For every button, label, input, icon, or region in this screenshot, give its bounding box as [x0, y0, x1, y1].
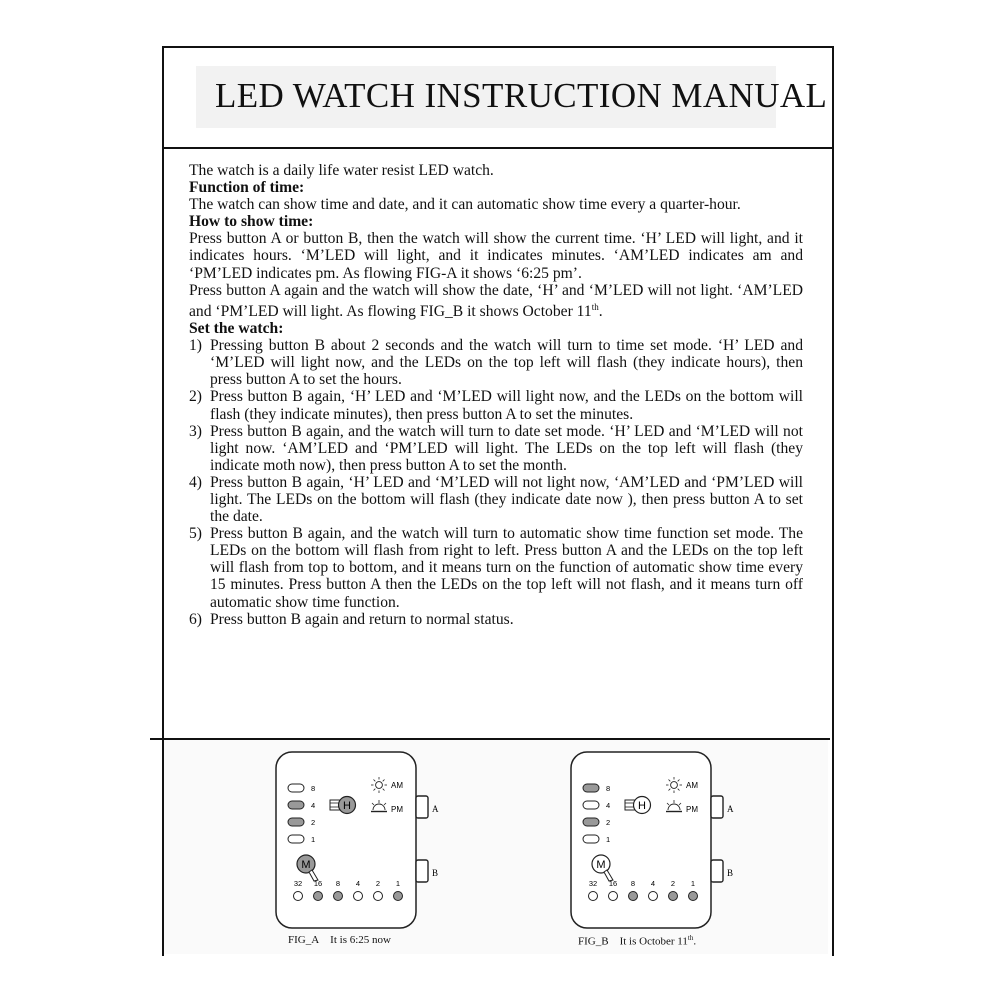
figure-b-caption — [578, 934, 696, 948]
minute-led — [649, 892, 658, 901]
hour-led — [288, 801, 304, 809]
how-to-show-paragraph-1: Press button A or button B, then the watch will show the current time. ‘H’ LED will light, and it indicates hours. ‘M’LED will light, and it indicates minutes. ‘AM’LED indicates am and ‘PM’LED indicates pm. As flowing FIG-A it shows ‘6:25 pm’. — [189, 230, 803, 282]
hour-led-label: 2 — [311, 818, 316, 827]
step-text: Press button B again, ‘H’ LED and ‘M’LED will light now, and the LEDs on the bottom will flash (they indicate minutes), then press button A to set the minutes. — [210, 388, 803, 423]
minute-led-label: 16 — [608, 879, 618, 888]
button-a-outline — [416, 796, 428, 818]
function-heading: Function of time: — [189, 179, 305, 197]
how-to-show-heading: How to show time: — [189, 213, 314, 231]
minute-led-label: 8 — [335, 879, 341, 888]
intro-text: The watch is a daily life water resist LED watch. — [189, 162, 494, 179]
am-label: AM — [686, 781, 698, 790]
function-text: The watch can show time and date, and it can automatic show time every a quarter-hour. — [189, 196, 741, 214]
button-a-label: A — [727, 804, 734, 814]
minute-led — [629, 892, 638, 901]
figure-a-caption — [288, 934, 391, 946]
step-number: 1) — [189, 337, 202, 355]
figure-caption-text: It is October 11 — [619, 935, 688, 948]
minute-led — [334, 892, 343, 901]
minute-led — [294, 892, 303, 901]
how-to-show-end: . — [598, 302, 603, 320]
hour-led-label: 1 — [606, 835, 611, 844]
minute-led — [394, 892, 403, 901]
figure-label: FIG_A — [288, 934, 320, 946]
hour-led — [288, 835, 304, 843]
button-b-label: B — [432, 868, 439, 878]
hour-led-label: 4 — [606, 801, 611, 810]
hour-led — [288, 818, 304, 826]
step-text: Press button B again, and the watch will turn to date set mode. ‘H’ LED and ‘M’LED will not light now. ‘AM’LED and ‘PM’LED will light. The LEDs on the top left will flash (they indicate moth now), then press button A to set the month. — [210, 422, 803, 474]
h-led-letter: H — [638, 800, 646, 812]
watch-figure-a — [270, 750, 450, 930]
minute-led — [689, 892, 698, 901]
hour-led — [583, 818, 599, 826]
minute-led-label: 4 — [650, 879, 656, 888]
step-number: 5) — [189, 525, 202, 543]
step-number: 6) — [189, 610, 202, 628]
hour-led — [583, 801, 599, 809]
figure-caption-text: It is 6:25 now — [330, 934, 391, 946]
minute-led-label: 8 — [630, 879, 636, 888]
minute-led — [314, 892, 323, 901]
step-number: 3) — [189, 422, 202, 440]
caption-end: . — [693, 935, 697, 948]
ordinal-suffix: th — [687, 934, 694, 942]
list-item — [189, 388, 803, 422]
step-number: 2) — [189, 388, 202, 406]
step-text: Pressing button B about 2 seconds and the watch will turn to time set mode. ‘H’ LED and ‘M’LED will light now, and the LEDs on the top left will flash (they indicate hours), then press button A to set the hours. — [210, 337, 803, 389]
minute-led-label: 4 — [355, 879, 361, 888]
list-item — [189, 423, 803, 474]
how-to-show-text: Press button A again and the watch will show the date, ‘H’ and ‘M’LED will not light. ‘AM’LED and ‘PM’LED will light. As flowing FIG_B it shows October 11 — [189, 281, 803, 320]
step-text: Press button B again and return to normal status. — [210, 610, 514, 628]
button-b-label: B — [727, 868, 734, 878]
list-item — [189, 474, 803, 525]
m-led-letter: M — [596, 859, 606, 871]
manual-body — [189, 162, 803, 628]
watch-figure-b — [565, 750, 745, 930]
section-divider — [150, 738, 830, 740]
minute-led-label: 1 — [690, 879, 696, 888]
m-led-letter: M — [301, 859, 311, 871]
minute-led — [374, 892, 383, 901]
minute-led-label: 2 — [670, 879, 676, 888]
how-to-show-paragraph-2 — [189, 282, 803, 320]
minute-led-label: 2 — [375, 879, 381, 888]
list-item — [189, 337, 803, 388]
minute-led — [354, 892, 363, 901]
hour-led-label: 4 — [311, 801, 316, 810]
minute-led-label: 16 — [313, 879, 323, 888]
am-label: AM — [391, 781, 403, 790]
hour-led-label: 8 — [311, 784, 316, 793]
set-watch-heading: Set the watch: — [189, 320, 284, 338]
figure-label: FIG_B — [578, 935, 609, 948]
hour-led — [583, 784, 599, 792]
hour-led — [288, 784, 304, 792]
button-b-outline — [711, 860, 723, 882]
steps-list — [189, 337, 803, 628]
minute-led — [669, 892, 678, 901]
minute-led-label: 32 — [588, 879, 598, 888]
hour-led-label: 8 — [606, 784, 611, 793]
button-a-outline — [711, 796, 723, 818]
list-item — [189, 611, 803, 628]
hour-led — [583, 835, 599, 843]
button-a-label: A — [432, 804, 439, 814]
step-text: Press button B again, ‘H’ LED and ‘M’LED will not light now, ‘AM’LED and ‘PM’LED will light. The LEDs on the bottom will flash (they indicate date now ), then press button A to set the date. — [210, 473, 803, 526]
list-item — [189, 525, 803, 610]
minute-led-label: 32 — [293, 879, 303, 888]
pm-label: PM — [391, 805, 403, 814]
page-title: LED WATCH INSTRUCTION MANUAL — [215, 76, 828, 115]
minute-led — [609, 892, 618, 901]
hour-led-label: 2 — [606, 818, 611, 827]
minute-led — [589, 892, 598, 901]
hour-led-label: 1 — [311, 835, 316, 844]
pm-label: PM — [686, 805, 698, 814]
step-text: Press button B again, and the watch will turn to automatic show time function set mode. The LEDs on the bottom will flash from right to left. Press button A and the LEDs on the top left will flash from top to bottom, and it means turn on the function of automatic show time every 15 minutes. Press button A then the LEDs on the top left will not flash, and it means turn off automatic show time function. — [210, 525, 803, 611]
ordinal-suffix: th — [591, 301, 599, 312]
minute-led-label: 1 — [395, 879, 401, 888]
h-led-letter: H — [343, 800, 351, 812]
step-number: 4) — [189, 473, 202, 491]
button-b-outline — [416, 860, 428, 882]
